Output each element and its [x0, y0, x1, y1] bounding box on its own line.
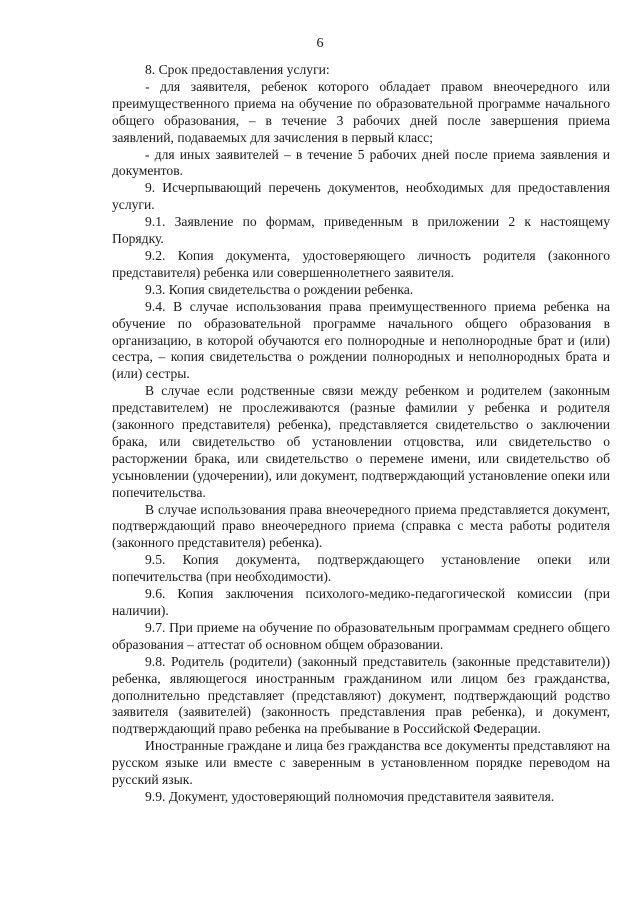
paragraph: 9.8. Родитель (родители) (законный представитель (законные представители)) ребенка, являющегося иностранным гражданином или лицом без гражданства, дополнительно представляет (представляют) документ, подтверждающий родство заявителя (заявителей) (законность представления прав ребенка), и документ, подтверждающий право ребенка на пребывание в Российской Федерации.: [112, 653, 610, 737]
document-body: [112, 62, 610, 806]
paragraph: 9.2. Копия документа, удостоверяющего личность родителя (законного представителя) ребенка или совершеннолетнего заявителя.: [112, 247, 610, 280]
paragraph: 9. Исчерпывающий перечень документов, необходимых для предоставления услуги.: [112, 180, 610, 213]
paragraph: 8. Срок предоставления услуги:: [145, 62, 330, 77]
paragraph: 9.1. Заявление по формам, приведенным в приложении 2 к настоящему Порядку.: [112, 214, 610, 247]
paragraph: 9.5. Копия документа, подтверждающего установление опеки или попечительства (при необходимости).: [112, 552, 610, 585]
paragraph: 9.7. При приеме на обучение по образовательным программам среднего общего образования – аттестат об основном общем образовании.: [112, 619, 610, 652]
paragraph: В случае использования права внеочередного приема представляется документ, подтверждающий право внеочередного приема (справка с места работы родителя (законного представителя) ребенка).: [112, 501, 610, 551]
paragraph: 9.4. В случае использования права преимущественного приема ребенка на обучение по образовательной программе начального общего образования в организацию, в которой обучаются его полнородные и неполнородные брат и (или) сестра, – копия свидетельства о рождении полнородных и неполнородных брата и (или) сестры.: [112, 298, 610, 382]
page-number: 6: [316, 36, 324, 51]
paragraph: 9.3. Копия свидетельства о рождении ребенка.: [145, 281, 414, 297]
paragraph: В случае если родственные связи между ребенком и родителем (законным представителем) не прослеживаются (разные фамилии у ребенка и родителя (законного представителя) ребенка), представляется свидетельство о заключении брака, или свидетельство об установлении отцовства, или свидетельство о расторжении брака, или свидетельство о перемене имени, или свидетельство об усыновлении (удочерении), или документ, подтверждающий установление опеки или попечительства.: [112, 383, 610, 500]
paragraph: 9.6. Копия заключения психолого-медико-педагогической комиссии (при наличии).: [112, 586, 610, 618]
paragraph: - для заявителя, ребенок которого обладает правом внеочередного или преимущественного приема на обучение по образовательной программе начального общего образования, – в течение 3 рабочих дней после завершения приема заявлений, подаваемых для зачисления в первый класс;: [112, 78, 610, 145]
paragraph: - для иных заявителей – в течение 5 рабочих дней после приема заявления и документов.: [112, 146, 610, 179]
paragraph: Иностранные граждане и лица без гражданства все документы представляют на русском языке или вместе с заверенным в установленном порядке переводом на русский язык.: [112, 738, 610, 788]
paragraph: 9.9. Документ, удостоверяющий полномочия представителя заявителя.: [145, 788, 555, 804]
